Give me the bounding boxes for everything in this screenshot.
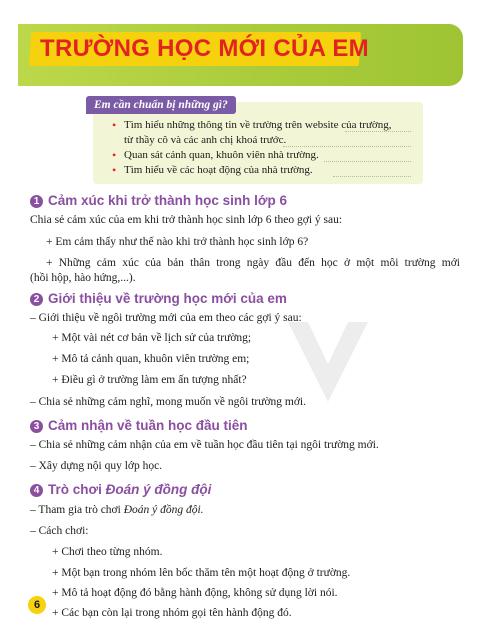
preparation-label: Em cần chuẩn bị những gì? xyxy=(86,96,236,114)
body-line xyxy=(30,503,204,518)
body-text: – Tham gia trò chơi xyxy=(30,504,124,516)
dotted-rule xyxy=(345,131,411,132)
list-item xyxy=(112,118,412,148)
section-heading-4 xyxy=(30,481,211,499)
body-line: + Em cảm thấy như thế nào khi trở thành học sinh lớp 6? xyxy=(46,236,309,248)
body-line: + Những cảm xúc của bản thân trong ngày đầu đến học ở một môi trường mới xyxy=(46,257,460,269)
section-number-badge: 1 xyxy=(30,195,43,208)
list-item: • Tìm hiểu về các hoạt động của nhà trường. xyxy=(112,163,412,178)
dotted-rule xyxy=(324,161,411,162)
list-item: • Quan sát cảnh quan, khuôn viên nhà trường. xyxy=(112,148,412,163)
body-line: – Chia sẻ những cảm nghĩ, mong muốn về ngôi trường mới. xyxy=(30,396,307,408)
game-name: Đoán ý đồng đội. xyxy=(123,504,204,516)
section-title: Giới thiệu về trường học mới của em xyxy=(48,291,287,306)
dotted-rule xyxy=(333,176,411,177)
section-heading-1 xyxy=(30,192,287,210)
body-line: (hồi hộp, hào hứng,...). xyxy=(30,272,136,284)
body-line: + Một vài nét cơ bản về lịch sử của trường; xyxy=(52,332,252,344)
section-number-badge: 4 xyxy=(30,484,43,497)
section-number-badge: 2 xyxy=(30,293,43,306)
body-line: – Xây dựng nội quy lớp học. xyxy=(30,460,163,472)
body-line: – Cách chơi: xyxy=(30,525,89,537)
prep-item-1-line-1: Tìm hiểu những thông tin về trường trên website của trường, xyxy=(124,119,392,131)
body-line: + Một bạn trong nhóm lên bốc thăm tên một hoạt động ở trường. xyxy=(52,567,351,579)
page-title: TRƯỜNG HỌC MỚI CỦA EM xyxy=(40,35,369,62)
section-title-italic: Đoán ý đồng đội xyxy=(105,482,212,497)
body-line: + Mô tả hoạt động đó bằng hành động, không sử dụng lời nói. xyxy=(52,587,338,599)
body-line: – Giới thiệu về ngôi trường mới của em theo các gợi ý sau: xyxy=(30,312,302,324)
section-heading-3 xyxy=(30,417,248,435)
page-number: 6 xyxy=(28,596,46,614)
section-title: Cảm nhận về tuần học đầu tiên xyxy=(48,418,248,433)
section-title-prefix: Trò chơi xyxy=(48,482,106,497)
section-heading-2 xyxy=(30,290,287,308)
section-title: Cảm xúc khi trở thành học sinh lớp 6 xyxy=(48,193,287,208)
dotted-rule xyxy=(283,146,411,147)
preparation-list xyxy=(112,118,412,178)
section-number-badge: 3 xyxy=(30,420,43,433)
body-line: + Mô tả cảnh quan, khuôn viên trường em; xyxy=(52,353,250,365)
body-line: – Chia sẻ những cảm nhận của em về tuần học đầu tiên tại ngôi trường mới. xyxy=(30,439,379,451)
body-line: Chia sẻ cảm xúc của em khi trở thành học sinh lớp 6 theo gợi ý sau: xyxy=(30,214,343,226)
body-line: + Các bạn còn lại trong nhóm gọi tên hành động đó. xyxy=(52,607,292,619)
body-line: + Chơi theo từng nhóm. xyxy=(52,546,163,558)
prep-item-1-line-2: từ thầy cô và các anh chị khoá trước. xyxy=(124,134,287,146)
body-line: + Điều gì ở trường làm em ấn tượng nhất? xyxy=(52,374,247,386)
